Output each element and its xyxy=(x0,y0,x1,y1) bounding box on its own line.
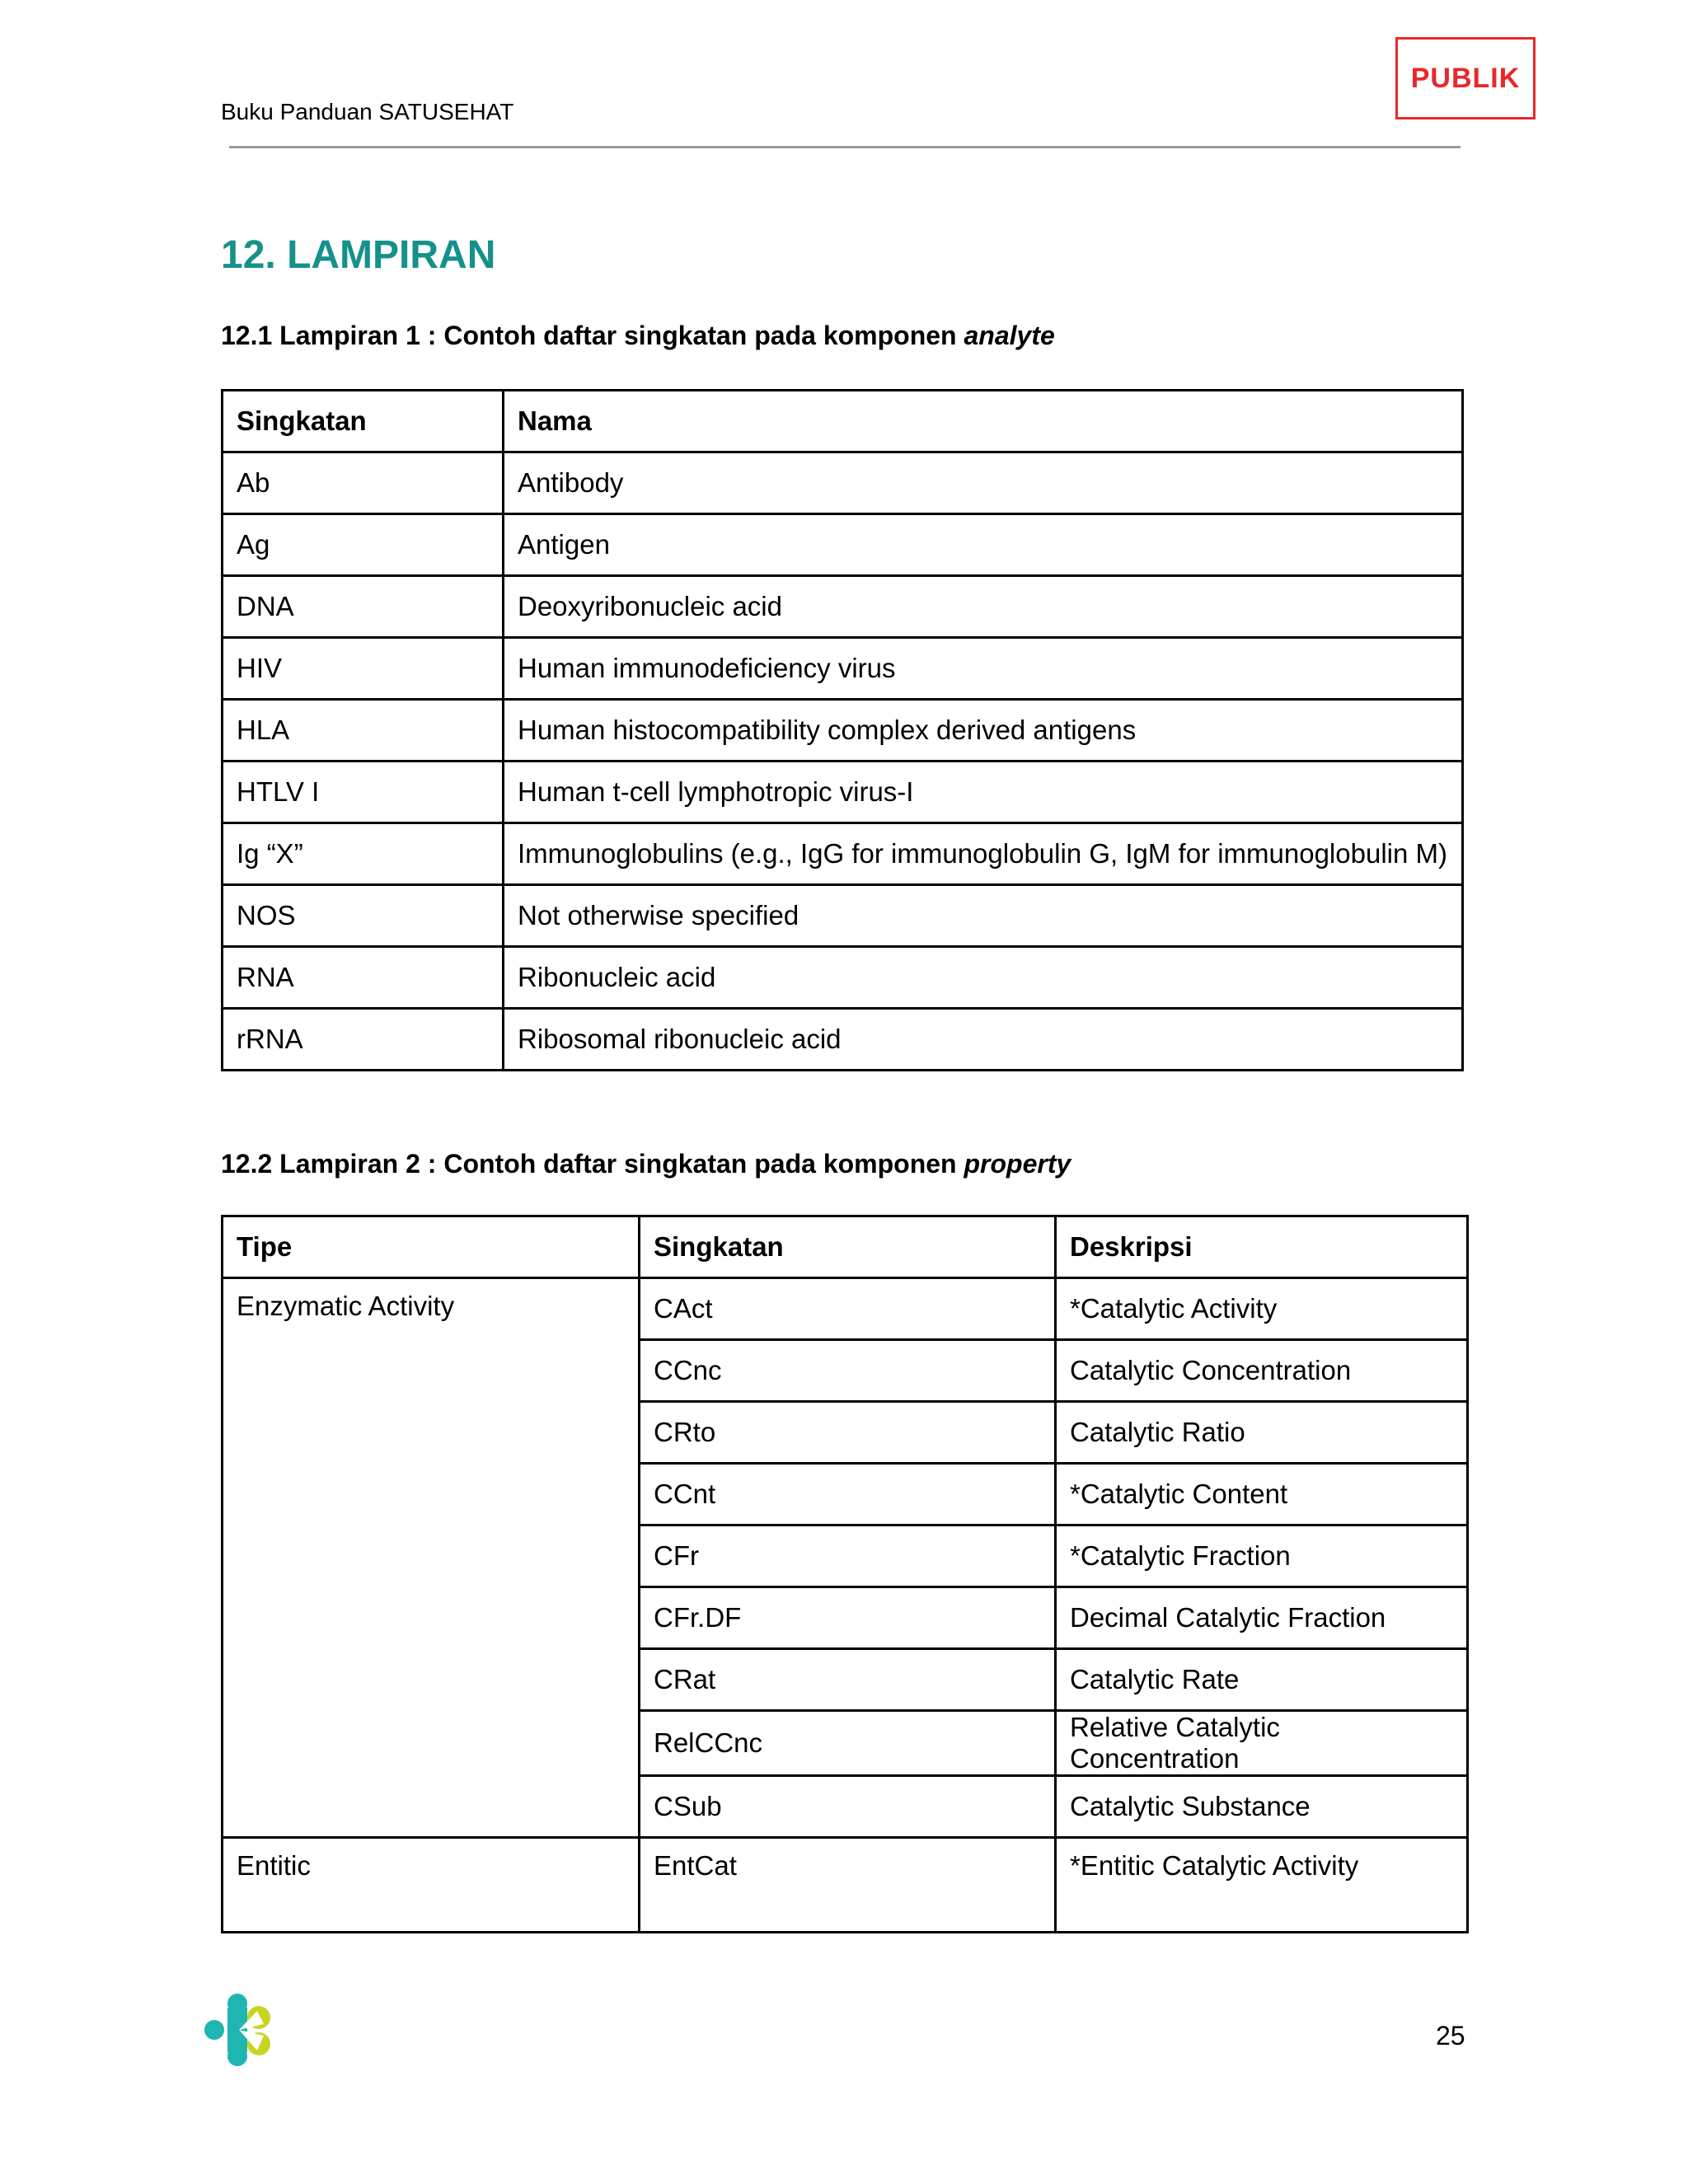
cell-deskripsi: *Catalytic Fraction xyxy=(1056,1526,1468,1587)
table-header-row xyxy=(223,391,1463,452)
table-row xyxy=(223,1009,1463,1071)
table-row xyxy=(223,885,1463,947)
cell-nama: Ribonucleic acid xyxy=(504,947,1463,1009)
cell-singkatan: Ag xyxy=(223,514,504,576)
cell-nama: Human immunodeficiency virus xyxy=(504,638,1463,700)
table-header-row xyxy=(223,1216,1468,1278)
header-divider xyxy=(229,146,1461,148)
cell-singkatan: NOS xyxy=(223,885,504,947)
cell-singkatan: CRat xyxy=(640,1649,1056,1711)
cell-nama: Antigen xyxy=(504,514,1463,576)
cell-singkatan: HTLV I xyxy=(223,762,504,823)
column-header-singkatan: Singkatan xyxy=(223,391,504,452)
cell-tipe: Entitic xyxy=(223,1838,640,1933)
cell-deskripsi: Catalytic Ratio xyxy=(1056,1402,1468,1464)
subsection-1-text: 12.1 Lampiran 1 : Contoh daftar singkatan pada komponen xyxy=(221,321,964,350)
table-row xyxy=(223,700,1463,762)
page-number: 25 xyxy=(1436,2021,1465,2050)
subsection-title-1 xyxy=(221,321,1055,351)
cell-singkatan: CCnt xyxy=(640,1464,1056,1526)
subsection-2-text: 12.2 Lampiran 2 : Contoh daftar singkatan pada komponen xyxy=(221,1149,964,1179)
section-title: 12. LAMPIRAN xyxy=(221,233,496,277)
cell-singkatan: CAct xyxy=(640,1278,1056,1340)
subsection-title-2 xyxy=(221,1149,1071,1179)
cell-singkatan: CFr xyxy=(640,1526,1056,1587)
cell-deskripsi: *Catalytic Activity xyxy=(1056,1278,1468,1340)
cell-nama: Human histocompatibility complex derived antigens xyxy=(504,700,1463,762)
table-row xyxy=(223,947,1463,1009)
cell-singkatan: RelCCnc xyxy=(640,1711,1056,1776)
header-title: Buku Panduan SATUSEHAT xyxy=(221,99,514,124)
cell-singkatan: DNA xyxy=(223,576,504,638)
table-row xyxy=(223,1838,1468,1933)
cell-singkatan: rRNA xyxy=(223,1009,504,1071)
cell-singkatan: HIV xyxy=(223,638,504,700)
column-header-singkatan: Singkatan xyxy=(640,1216,1056,1278)
cell-singkatan: HLA xyxy=(223,700,504,762)
cell-deskripsi: *Entitic Catalytic Activity xyxy=(1056,1838,1468,1933)
cell-nama: Ribosomal ribonucleic acid xyxy=(504,1009,1463,1071)
cell-nama: Not otherwise specified xyxy=(504,885,1463,947)
subsection-1-emphasis: analyte xyxy=(964,321,1055,350)
table-row xyxy=(223,514,1463,576)
cell-singkatan: Ig “X” xyxy=(223,823,504,885)
cell-singkatan: CCnc xyxy=(640,1340,1056,1402)
cell-deskripsi: Catalytic Substance xyxy=(1056,1776,1468,1838)
cell-nama: Deoxyribonucleic acid xyxy=(504,576,1463,638)
subsection-2-emphasis: property xyxy=(964,1149,1071,1179)
table-row xyxy=(223,762,1463,823)
kemenkes-logo-icon xyxy=(203,1993,272,2067)
cell-singkatan: RNA xyxy=(223,947,504,1009)
cell-singkatan: EntCat xyxy=(640,1838,1056,1933)
publik-badge: PUBLIK xyxy=(1395,37,1536,120)
column-header-nama: Nama xyxy=(504,391,1463,452)
table-row xyxy=(223,823,1463,885)
cell-nama: Antibody xyxy=(504,452,1463,514)
cell-deskripsi: Catalytic Concentration xyxy=(1056,1340,1468,1402)
cell-tipe: Enzymatic Activity xyxy=(223,1278,640,1838)
cell-singkatan: CFr.DF xyxy=(640,1587,1056,1649)
table-row xyxy=(223,452,1463,514)
analyte-abbreviation-table xyxy=(221,389,1464,1071)
cell-deskripsi: *Catalytic Content xyxy=(1056,1464,1468,1526)
cell-deskripsi: Relative Catalytic Concentration xyxy=(1056,1711,1468,1776)
cell-singkatan: CSub xyxy=(640,1776,1056,1838)
cell-nama: Human t-cell lymphotropic virus-I xyxy=(504,762,1463,823)
cell-singkatan: Ab xyxy=(223,452,504,514)
table-row xyxy=(223,576,1463,638)
table-row xyxy=(223,1278,1468,1340)
property-abbreviation-table xyxy=(221,1215,1469,1933)
cell-deskripsi: Catalytic Rate xyxy=(1056,1649,1468,1711)
column-header-tipe: Tipe xyxy=(223,1216,640,1278)
column-header-deskripsi: Deskripsi xyxy=(1056,1216,1468,1278)
table-row xyxy=(223,638,1463,700)
cell-deskripsi: Decimal Catalytic Fraction xyxy=(1056,1587,1468,1649)
cell-nama: Immunoglobulins (e.g., IgG for immunoglobulin G, IgM for immunoglobulin M) xyxy=(504,823,1463,885)
cell-singkatan: CRto xyxy=(640,1402,1056,1464)
